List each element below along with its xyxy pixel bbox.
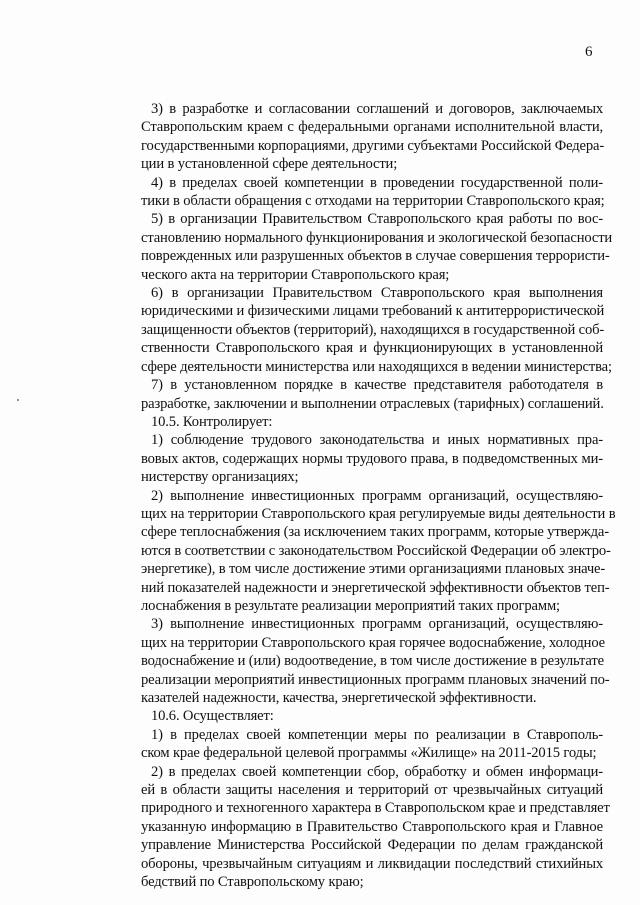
text-line: щих на территории Ставропольского края горячее водоснабжение, холодное: [141, 634, 605, 651]
text-line: сфере теплоснабжения (за исключением таких программ, которые утвержда-: [141, 524, 609, 541]
text-line: поврежденных или разрушенных объектов в случае совершения террористи-: [141, 248, 610, 265]
scan-speck: [17, 399, 19, 401]
paragraph: [141, 174, 603, 211]
text-line: тики в области обращения с отходами на территории Ставропольского края;: [141, 193, 605, 210]
text-line: сфере деятельности министерства или находящихся в ведении министерства;: [141, 358, 612, 375]
text-line: 3) выполнение инвестиционных программ организаций, осуществляю-: [151, 616, 603, 633]
paragraph: [141, 726, 603, 763]
text-line: щих на территории Ставропольского края регулируемые виды деятельности в: [141, 505, 616, 522]
paragraph: [141, 376, 603, 413]
text-line: ний показателей надежности и энергетической эффективности объектов теп-: [141, 579, 610, 596]
text-line: 1) соблюдение трудового законодательства и иных нормативных пра-: [151, 432, 603, 449]
paragraph: [141, 284, 612, 376]
text-line: водоснабжение и (или) водоотведение, в том числе достижение в результате: [141, 653, 604, 670]
text-line: ей в области защиты населения и территорий от чрезвычайных ситуаций: [141, 782, 603, 799]
text-line: ются в соответствии с законодательством Российской Федерации об электро-: [141, 542, 611, 559]
text-line: ческого акта на территории Ставропольского края;: [141, 266, 450, 283]
text-line: государственными корпорациями, другими субъектами Российской Федера-: [141, 137, 605, 154]
page-number: 6: [585, 44, 593, 60]
text-line: обороны, чрезвычайным ситуациям и ликвидации последствий стихийных: [141, 855, 603, 872]
text-line: 10.6. Осуществляет:: [151, 708, 274, 725]
paragraph: [141, 431, 603, 486]
text-line: 6) в организации Правительством Ставропольского края выполнения: [151, 285, 603, 302]
text-line: ском крае федеральной целевой программы «Жилище» на 2011-2015 годы;: [141, 745, 597, 762]
text-line: юридическими и физическими лицами требований к антитеррористической: [141, 303, 605, 320]
text-line: природного и техногенного характера в Ставропольском крае и представляет: [141, 800, 610, 817]
text-line: защищенности объектов (территорий), находящихся в государственной соб-: [141, 321, 605, 338]
text-line: становлению нормального функционирования и экологической безопасности: [141, 229, 613, 246]
text-line: 2) выполнение инвестиционных программ организаций, осуществляю-: [151, 487, 603, 504]
text-line: 10.5. Контролирует:: [151, 413, 273, 430]
text-line: казателей надежности, качества, энергетической эффективности.: [141, 690, 537, 706]
paragraph: [141, 707, 603, 725]
text-line: реализации мероприятий инвестиционных программ плановых значений по-: [141, 671, 610, 688]
text-line: разработке, заключении и выполнении отраслевых (тарифных) соглашений.: [141, 395, 604, 412]
text-line: управление Министерства Российской Федерации по делам гражданской: [141, 837, 603, 854]
text-line: бедствий по Ставропольскому краю;: [141, 874, 364, 891]
paragraph: [141, 487, 616, 616]
text-line: 3) в разработке и согласовании соглашений и договоров, заключаемых: [151, 101, 603, 117]
text-line: ции в установленной сфере деятельности;: [141, 156, 398, 173]
text-line: ственности Ставропольского края и функционирующих в установленной: [141, 340, 603, 357]
paragraph: [141, 100, 603, 174]
text-line: энергетике), в том числе достижение этими организациями плановых значе-: [141, 561, 606, 578]
text-line: 1) в пределах своей компетенции меры по реализации в Ставрополь-: [151, 726, 603, 743]
paragraph: [141, 413, 603, 431]
paragraph: [141, 763, 610, 892]
text-line: 7) в установленном порядке в качестве представителя работодателя в: [151, 377, 603, 394]
text-line: лоснабжения в результате реализации мероприятий таких программ;: [141, 597, 560, 614]
text-line: 5) в организации Правительством Ставропольского края работы по вос-: [151, 211, 603, 228]
text-line: Ставропольским краем с федеральными органами исполнительной власти,: [141, 119, 603, 136]
text-line: нистерству организациях;: [141, 469, 299, 486]
text-line: 2) в пределах своей компетенции сбор, обработку и обмен информаци-: [151, 763, 603, 780]
text-line: вовых актов, содержащих нормы трудового права, в подведомственных ми-: [141, 450, 603, 467]
paragraph: [141, 210, 613, 284]
text-line: 4) в пределах своей компетенции в проведении государственной поли-: [151, 174, 603, 191]
paragraph: [141, 615, 610, 707]
text-line: указанную информацию в Правительство Ставропольского края и Главное: [141, 818, 603, 835]
document-body: [141, 100, 616, 891]
